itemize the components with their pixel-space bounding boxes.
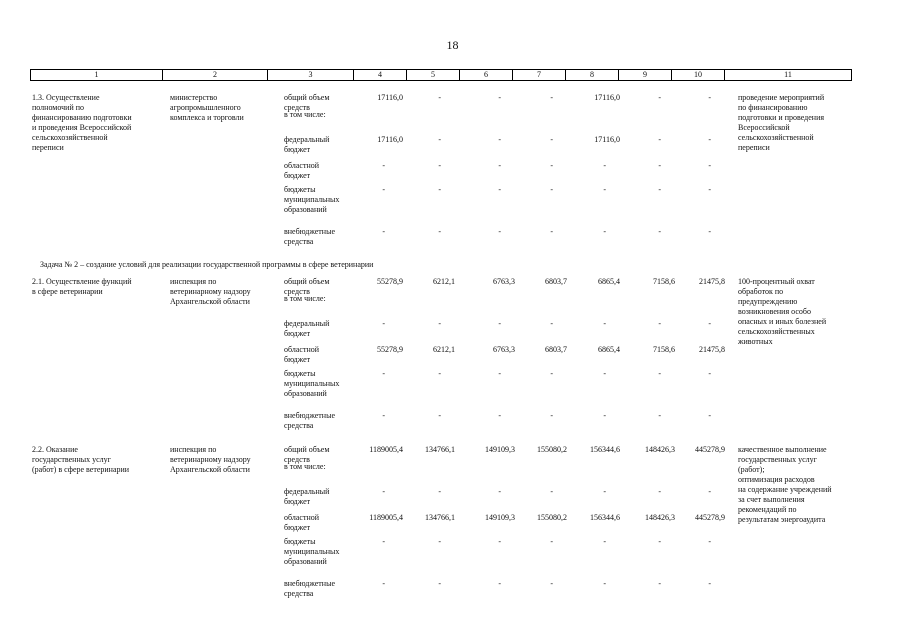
result-line: за счет выполнения	[738, 495, 805, 504]
task-name-line: переписи	[32, 143, 64, 152]
header-col-1: 1	[31, 70, 163, 80]
funding-value: 55278,9	[377, 277, 403, 286]
result-line: опасных и иных болезней	[738, 317, 827, 326]
funding-value: 55278,9	[377, 345, 403, 354]
funding-value: -	[438, 411, 441, 420]
funding-value: 6212,1	[433, 345, 455, 354]
funding-value: -	[658, 579, 661, 588]
funding-source-label: муниципальных	[284, 547, 340, 556]
funding-value: -	[498, 227, 501, 236]
header-col-6: 6	[460, 70, 513, 80]
funding-value: 1189005,4	[369, 445, 403, 454]
funding-source-label: общий объем	[284, 277, 330, 286]
funding-value: -	[603, 369, 606, 378]
funding-value: -	[708, 185, 711, 194]
header-col-3: 3	[268, 70, 354, 80]
funding-value: -	[438, 227, 441, 236]
result-line: на содержание учреждений	[738, 485, 832, 494]
funding-value: 6803,7	[545, 345, 567, 354]
header-col-10: 10	[672, 70, 725, 80]
header-col-11: 11	[784, 70, 792, 79]
result-line: животных	[738, 337, 773, 346]
funding-source-label: средств	[284, 287, 310, 296]
result-line: по финансированию	[738, 103, 808, 112]
funding-value: -	[603, 579, 606, 588]
funding-value: 6763,3	[493, 345, 515, 354]
funding-value: -	[382, 411, 385, 420]
funding-source-label: общий объем	[284, 93, 330, 102]
funding-value: -	[708, 161, 711, 170]
funding-value: -	[603, 161, 606, 170]
task-name-line: государственных услуг	[32, 455, 111, 464]
funding-value: -	[708, 579, 711, 588]
funding-value: -	[550, 369, 553, 378]
task-name-line: (работ) в сфере ветеринарии	[32, 465, 130, 474]
task-name-line: финансированию подготовки	[32, 113, 132, 122]
funding-source-label: бюджет	[284, 145, 311, 154]
funding-value: -	[438, 537, 441, 546]
funding-value: -	[382, 161, 385, 170]
header-col-9: 9	[619, 70, 672, 80]
task-name-line: полномочий по	[32, 103, 85, 112]
funding-source-label: внебюджетные	[284, 411, 335, 420]
funding-source-label: бюджет	[284, 171, 311, 180]
funding-source-label: областной	[284, 161, 320, 170]
funding-value: 7158,6	[653, 277, 675, 286]
funding-source-label: муниципальных	[284, 195, 340, 204]
funding-value: -	[438, 487, 441, 496]
result-line: рекомендаций по	[738, 505, 797, 514]
result-line: возникновения особо	[738, 307, 811, 316]
funding-source-label: бюджет	[284, 355, 311, 364]
funding-value: -	[550, 319, 553, 328]
funding-value: -	[658, 93, 661, 102]
executor-line: ветеринарному надзору	[170, 455, 251, 464]
funding-source-label: общий объем	[284, 445, 330, 454]
funding-value: 17116,0	[377, 135, 403, 144]
funding-value: -	[658, 487, 661, 496]
funding-value: 156344,6	[590, 445, 620, 454]
funding-value: -	[603, 227, 606, 236]
funding-value: -	[708, 411, 711, 420]
funding-value: -	[550, 411, 553, 420]
executor-line: инспекция по	[170, 277, 217, 286]
funding-value: -	[550, 161, 553, 170]
funding-value: -	[603, 487, 606, 496]
funding-value: -	[382, 185, 385, 194]
funding-value: 134766,1	[425, 445, 455, 454]
funding-value: -	[658, 319, 661, 328]
header-col-7: 7	[513, 70, 566, 80]
funding-source-label: бюджеты	[284, 185, 316, 194]
funding-source-label: федеральный	[284, 319, 330, 328]
funding-value: -	[658, 369, 661, 378]
funding-source-label: средства	[284, 237, 314, 246]
funding-value: 134766,1	[425, 513, 455, 522]
funding-value: -	[438, 135, 441, 144]
task-name-line: 2.1. Осуществление функций	[32, 277, 132, 286]
funding-source-label: бюджет	[284, 497, 311, 506]
funding-value: -	[498, 487, 501, 496]
funding-value: -	[550, 537, 553, 546]
funding-value: 6763,3	[493, 277, 515, 286]
funding-source-label: в том числе:	[284, 294, 326, 303]
funding-source-label: внебюджетные	[284, 227, 335, 236]
funding-source-label: бюджет	[284, 329, 311, 338]
result-line: (работ);	[738, 465, 765, 474]
header-col-8: 8	[566, 70, 619, 80]
funding-value: 17116,0	[594, 93, 620, 102]
page-number: 18	[446, 38, 459, 52]
executor-line: Архангельской области	[170, 465, 250, 474]
funding-source-label: образований	[284, 389, 327, 398]
funding-value: -	[438, 579, 441, 588]
funding-value: 7158,6	[653, 345, 675, 354]
funding-value: -	[603, 185, 606, 194]
funding-source-label: областной	[284, 513, 320, 522]
funding-value: -	[438, 319, 441, 328]
funding-value: 148426,3	[645, 445, 675, 454]
funding-source-label: средств	[284, 103, 310, 112]
funding-value: 6803,7	[545, 277, 567, 286]
funding-value: -	[658, 411, 661, 420]
funding-value: -	[498, 369, 501, 378]
funding-value: 17116,0	[377, 93, 403, 102]
funding-value: -	[550, 487, 553, 496]
funding-value: -	[498, 411, 501, 420]
funding-value: 445278,9	[695, 445, 725, 454]
result-line: обработок по	[738, 287, 784, 296]
funding-value: -	[658, 537, 661, 546]
funding-value: -	[708, 227, 711, 236]
result-line: проведение мероприятий	[738, 93, 825, 102]
result-line: подготовки и проведения	[738, 113, 825, 122]
funding-value: 6212,1	[433, 277, 455, 286]
executor-line: инспекция по	[170, 445, 217, 454]
funding-value: -	[708, 135, 711, 144]
funding-value: -	[658, 135, 661, 144]
funding-source-label: внебюджетные	[284, 579, 335, 588]
funding-value: 156344,6	[590, 513, 620, 522]
task-name-line: 2.2. Оказание	[32, 445, 78, 454]
funding-value: -	[382, 319, 385, 328]
funding-value: -	[658, 161, 661, 170]
executor-line: министерство	[170, 93, 218, 102]
funding-value: -	[498, 185, 501, 194]
header-col-2: 2	[163, 70, 268, 80]
result-line: переписи	[738, 143, 770, 152]
executor-line: ветеринарному надзору	[170, 287, 251, 296]
result-line: сельскохозяйственных	[738, 327, 815, 336]
funding-value: -	[658, 227, 661, 236]
funding-value: -	[550, 227, 553, 236]
funding-value: -	[603, 319, 606, 328]
funding-value: 445278,9	[695, 513, 725, 522]
funding-source-label: федеральный	[284, 135, 330, 144]
funding-source-label: бюджеты	[284, 369, 316, 378]
funding-value: -	[708, 93, 711, 102]
funding-value: 155080,2	[537, 513, 567, 522]
funding-value: -	[382, 579, 385, 588]
funding-source-label: в том числе:	[284, 110, 326, 119]
result-line: Всероссийской	[738, 123, 790, 132]
funding-value: -	[438, 369, 441, 378]
funding-value: -	[550, 185, 553, 194]
funding-value: -	[498, 537, 501, 546]
funding-value: 6865,4	[598, 277, 620, 286]
funding-source-label: областной	[284, 345, 320, 354]
funding-value: -	[658, 185, 661, 194]
result-line: сельскохозяйственной	[738, 133, 814, 142]
funding-value: -	[708, 369, 711, 378]
funding-source-label: образований	[284, 205, 327, 214]
task-name-line: сельскохозяйственной	[32, 133, 108, 142]
funding-value: 148426,3	[645, 513, 675, 522]
funding-value: -	[498, 93, 501, 102]
funding-value: 149109,3	[485, 513, 515, 522]
funding-source-label: средства	[284, 589, 314, 598]
funding-value: 21475,8	[699, 277, 725, 286]
funding-value: 149109,3	[485, 445, 515, 454]
executor-line: агропромышленного	[170, 103, 241, 112]
funding-source-label: муниципальных	[284, 379, 340, 388]
funding-value: 155080,2	[537, 445, 567, 454]
result-line: предупреждению	[738, 297, 798, 306]
header-col-5: 5	[407, 70, 460, 80]
funding-value: -	[438, 161, 441, 170]
task-name-line: в сфере ветеринарии	[32, 287, 103, 296]
funding-source-label: федеральный	[284, 487, 330, 496]
funding-value: -	[708, 319, 711, 328]
task-heading: Задача № 2 – создание условий для реализации государственной программы в сфере ветеринарии	[40, 260, 374, 269]
funding-source-label: в том числе:	[284, 462, 326, 471]
task-name-line: 1.3. Осуществление	[32, 93, 100, 102]
funding-value: -	[382, 227, 385, 236]
funding-value: 17116,0	[594, 135, 620, 144]
column-header-row	[30, 69, 852, 81]
header-col-4: 4	[354, 70, 407, 80]
task-name-line: и проведения Всероссийской	[32, 123, 132, 132]
funding-value: -	[498, 319, 501, 328]
funding-value: -	[498, 161, 501, 170]
funding-value: 21475,8	[699, 345, 725, 354]
funding-value: -	[498, 135, 501, 144]
funding-value: 1189005,4	[369, 513, 403, 522]
funding-value: -	[498, 579, 501, 588]
executor-line: Архангельской области	[170, 297, 250, 306]
funding-value: -	[550, 579, 553, 588]
funding-value: -	[603, 537, 606, 546]
executor-line: комплекса и торговли	[170, 113, 244, 122]
funding-source-label: бюджет	[284, 523, 311, 532]
funding-source-label: образований	[284, 557, 327, 566]
funding-source-label: бюджеты	[284, 537, 316, 546]
result-line: качественное выполнение	[738, 445, 827, 454]
result-line: оптимизация расходов	[738, 475, 815, 484]
funding-value: -	[438, 185, 441, 194]
result-line: государственных услуг	[738, 455, 817, 464]
result-line: 100-процентный охват	[738, 277, 815, 286]
funding-value: -	[603, 411, 606, 420]
result-line: результатам энергоаудита	[738, 515, 826, 524]
funding-source-label: средства	[284, 421, 314, 430]
funding-value: -	[382, 537, 385, 546]
funding-value: -	[382, 487, 385, 496]
funding-source-label: средств	[284, 455, 310, 464]
funding-value: 6865,4	[598, 345, 620, 354]
funding-value: -	[550, 93, 553, 102]
funding-value: -	[382, 369, 385, 378]
funding-value: -	[708, 487, 711, 496]
funding-value: -	[438, 93, 441, 102]
funding-value: -	[550, 135, 553, 144]
funding-value: -	[708, 537, 711, 546]
